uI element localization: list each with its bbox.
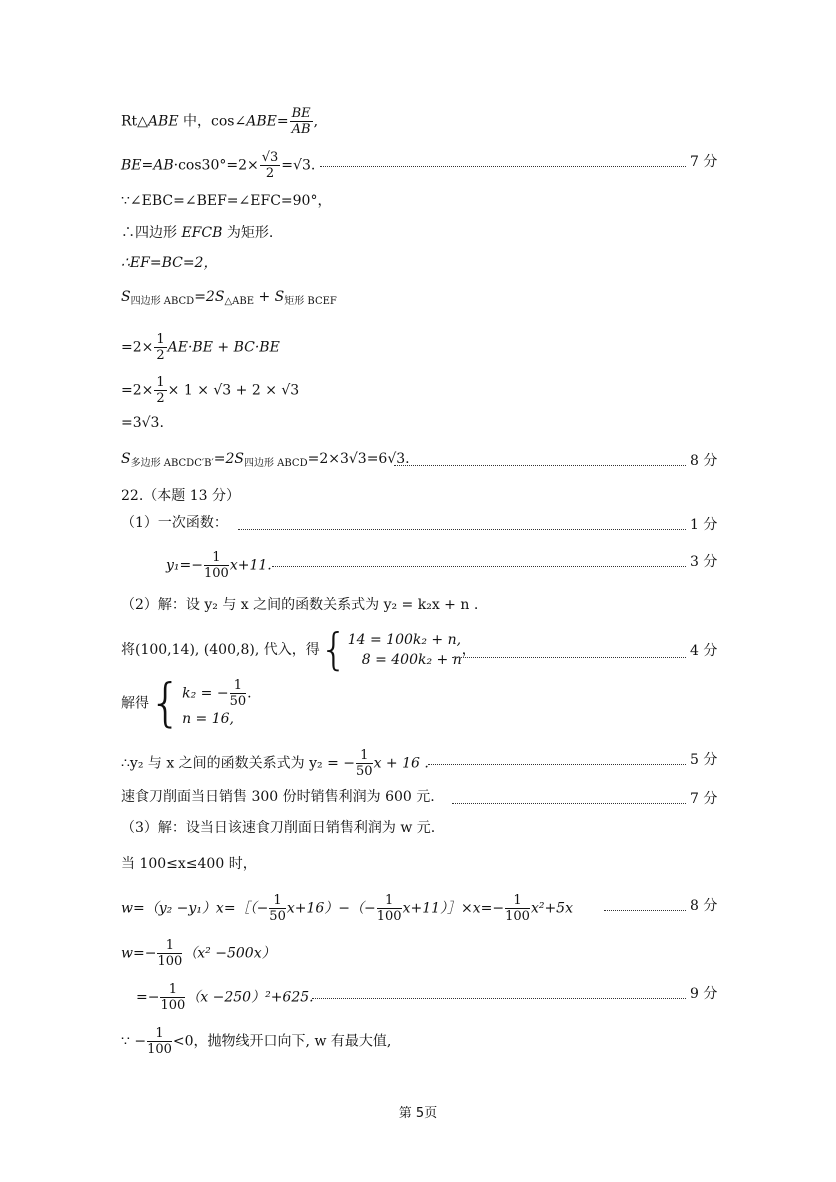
dot-leader — [272, 566, 686, 567]
text: 中，cos∠ — [178, 113, 247, 130]
text: ∴四边形 — [121, 225, 182, 241]
question-22-heading: 22.（本题 13 分） — [121, 488, 240, 504]
line-y1 — [166, 550, 272, 581]
text: Rt△ — [121, 113, 148, 130]
text: y₁=− — [166, 557, 203, 574]
score-label: 9 分 — [690, 986, 718, 1002]
denominator: 100 — [203, 566, 229, 581]
line-area-numbers — [121, 375, 299, 406]
line-polygon-area — [121, 449, 410, 474]
fraction — [147, 1026, 172, 1057]
text: x + 16 . — [373, 755, 429, 772]
dot-leader — [320, 166, 686, 167]
part-1-heading: （1）一次函数： — [121, 515, 228, 531]
fraction — [154, 375, 166, 406]
dot-leader — [604, 910, 686, 911]
text: ABE — [147, 113, 179, 130]
text: ∴y₂ 与 x 之间的函数关系式为 y₂ = − — [121, 755, 356, 772]
numerator: 1 — [230, 678, 247, 694]
equation: 8 = 400k₂ + n — [361, 652, 462, 668]
dot-leader — [394, 465, 686, 466]
text: EFCB — [181, 225, 223, 241]
text: =2× — [121, 382, 154, 399]
fraction — [260, 150, 281, 181]
fraction — [204, 550, 229, 581]
score-label: 8 分 — [690, 898, 718, 914]
text: x²+5x — [530, 900, 573, 917]
numerator: 1 — [377, 893, 402, 909]
text: 多边形 ABCDC′B′ — [130, 458, 214, 469]
dot-leader — [428, 764, 686, 765]
denominator: 100 — [157, 954, 183, 969]
text: ， — [461, 642, 476, 658]
fraction — [230, 678, 247, 709]
denominator: AB — [291, 122, 311, 137]
text: BE=AB — [121, 157, 174, 174]
text: <0，抛物线开口向下, w 有最大值, — [172, 1033, 392, 1050]
fraction — [157, 938, 182, 969]
text: w=− — [121, 945, 157, 962]
denominator: 100 — [147, 1042, 172, 1057]
score-label: 7 分 — [690, 154, 718, 170]
numerator: 1 — [204, 550, 229, 566]
line-area-result: =3√3. — [121, 415, 164, 431]
text: 将(100,14), (400,8), 代入，得 — [121, 642, 320, 658]
denominator: 100 — [160, 998, 186, 1013]
text: = — [276, 113, 289, 130]
fraction — [154, 332, 166, 363]
numerator: BE — [291, 106, 311, 121]
numerator: 1 — [156, 375, 165, 390]
text: =− — [136, 989, 160, 1006]
fraction — [505, 893, 530, 924]
text: ·cos30°=2× — [173, 157, 259, 174]
numerator: 1 — [147, 1026, 172, 1042]
text: S — [121, 289, 131, 305]
line-ef-bc: ∴EF=BC=2， — [121, 255, 218, 271]
numerator: 1 — [156, 332, 165, 347]
dot-leader — [312, 998, 686, 999]
equation: k₂ = − $\frac{1}{50}$ . — [182, 678, 252, 709]
fraction — [377, 893, 402, 924]
text: =2S — [213, 451, 244, 467]
fraction — [290, 106, 313, 137]
brace-icon: { — [319, 624, 348, 675]
line-w-expr — [121, 893, 573, 924]
text: （x² −500x） — [183, 945, 276, 962]
dot-leader — [452, 657, 686, 658]
fraction — [160, 982, 185, 1013]
line-cos-abe — [121, 106, 318, 137]
denominator: 100 — [376, 909, 402, 924]
line-max-value — [121, 1026, 391, 1057]
denominator: 50 — [356, 764, 373, 779]
line-angles: ∵∠EBC=∠BEF=∠EFC=90°， — [121, 193, 332, 209]
equation-system — [182, 678, 251, 729]
text: △ABE — [224, 296, 254, 307]
denominator: 2 — [156, 348, 165, 363]
denominator: 2 — [156, 391, 165, 406]
score-label: 8 分 — [690, 453, 718, 469]
score-label: 1 分 — [690, 517, 718, 533]
line-rectangle — [121, 223, 273, 243]
line-profit-300: 速食刀削面当日销售 300 份时销售利润为 600 元. — [121, 789, 435, 805]
fraction — [356, 748, 373, 779]
line-area-sum — [121, 287, 337, 312]
text: , — [313, 113, 319, 130]
text: =2S — [194, 289, 225, 305]
text: 四边形 ABCD — [130, 296, 195, 307]
text: 四边形 ABCD — [243, 458, 308, 469]
text: w=（y₂ −y₁）x=［（− — [121, 900, 269, 917]
denominator: 50 — [269, 909, 286, 924]
page-number: 第 5页 — [398, 1106, 438, 1121]
part-2-heading: （2）解：设 y₂ 与 x 之间的函数关系式为 y₂ = k₂x + n . — [121, 597, 479, 613]
dot-leader — [452, 803, 686, 804]
text: + S — [254, 289, 285, 305]
score-label: 5 分 — [690, 752, 718, 768]
text: ∵ − — [121, 1033, 147, 1050]
text: ABE — [246, 113, 277, 130]
text: 为矩形. — [222, 225, 274, 241]
text: AE·BE + BC·BE — [167, 339, 280, 356]
text: 矩形 BCEF — [284, 296, 337, 307]
score-label: 4 分 — [690, 643, 718, 659]
text: k₂ = − — [182, 685, 229, 702]
text: =√3. — [281, 157, 316, 174]
numerator: 1 — [356, 748, 373, 764]
line-y2 — [121, 748, 429, 779]
text: × 1 × √3 + 2 × √3 — [167, 382, 300, 399]
line-w-factor — [121, 938, 276, 969]
line-solve — [121, 673, 252, 734]
denominator: 2 — [265, 166, 275, 181]
text: x+16）−（− — [286, 900, 376, 917]
text: 解得 — [121, 695, 149, 712]
line-substitute — [121, 624, 476, 675]
numerator: 1 — [269, 893, 286, 909]
numerator: 1 — [157, 938, 182, 954]
equation-system — [348, 630, 462, 670]
text: （x −250）²+625. — [186, 989, 314, 1006]
numerator: 1 — [160, 982, 185, 998]
denominator: 100 — [505, 909, 530, 924]
score-label: 3 分 — [690, 554, 718, 570]
brace-icon: { — [149, 673, 183, 734]
equation: 14 = 100k₂ + n, — [347, 632, 462, 648]
denominator: 50 — [229, 694, 247, 709]
text: =2× — [121, 339, 154, 356]
text: S — [121, 451, 131, 467]
text: x+11. — [229, 557, 272, 574]
score-label: 7 分 — [690, 791, 718, 807]
text: x+11）］×x=− — [402, 900, 505, 917]
fraction — [269, 893, 286, 924]
part-3-heading: （3）解：设当日该速食刀削面日销售利润为 w 元. — [121, 820, 436, 836]
numerator: √3 — [261, 150, 279, 165]
line-range: 当 100≤x≤400 时， — [121, 856, 257, 872]
text: =2×3√3=6√3. — [307, 451, 410, 467]
equation: n = 16, — [182, 711, 235, 727]
dot-leader — [238, 529, 686, 530]
line-w-vertex — [136, 982, 314, 1013]
line-be-value — [121, 150, 315, 181]
line-area-expand — [121, 332, 280, 363]
numerator: 1 — [505, 893, 530, 909]
